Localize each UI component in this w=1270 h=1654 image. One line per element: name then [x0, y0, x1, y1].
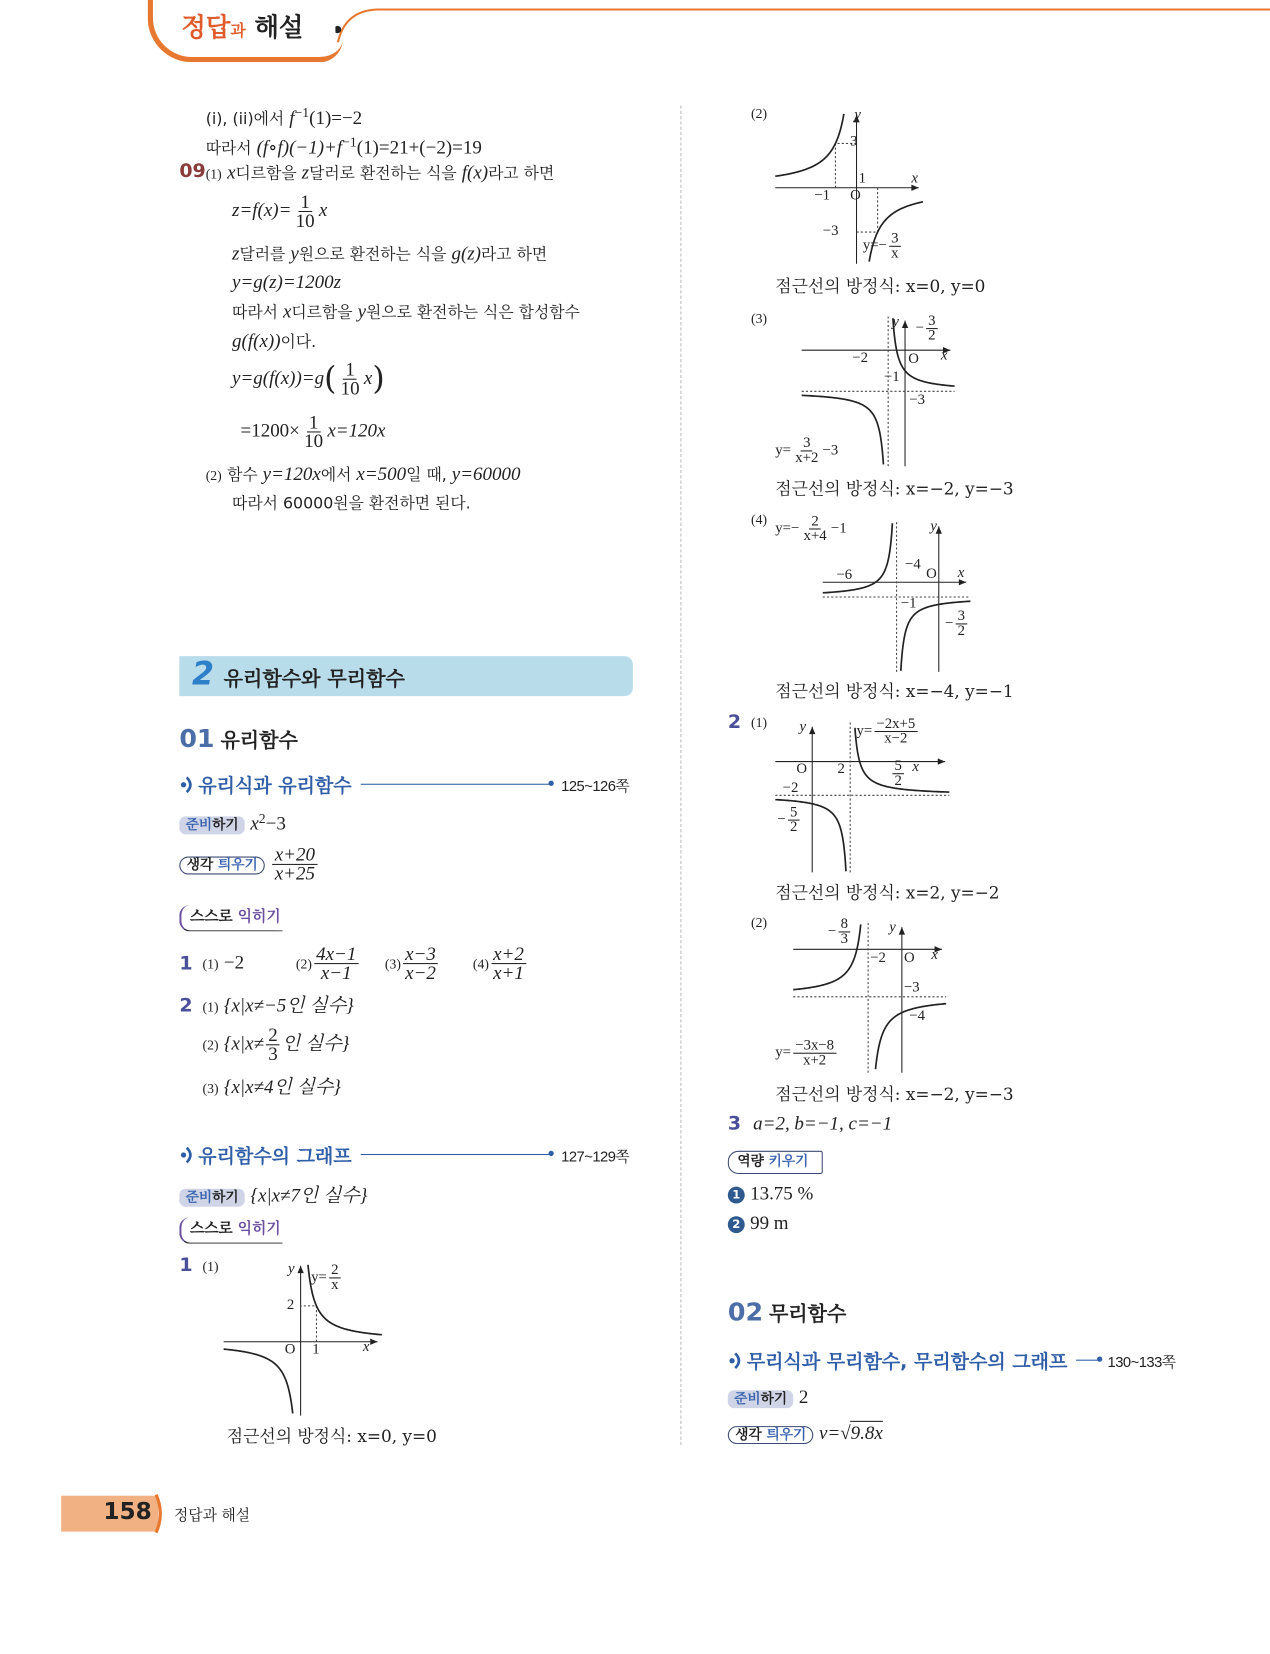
- equation: z=f(x)= $\frac{1}{10}$ x: [232, 190, 328, 232]
- x-axis-arrow-icon: [938, 758, 945, 764]
- circled-number-icon: 2: [728, 1216, 745, 1233]
- unit-heading: 01 유리함수: [179, 723, 298, 754]
- answer-row: (3) {x|x≠4인 실수}: [202, 1075, 341, 1098]
- chapter-banner: [179, 656, 633, 696]
- text-line: z달러를 y원으로 환전하는 식을 g(z)라고 하면: [232, 242, 548, 264]
- page-range: 125~126쪽: [561, 777, 630, 795]
- y-axis-arrow-icon: [809, 727, 815, 734]
- prep-row: 준비하기 2: [728, 1386, 809, 1408]
- y-axis-arrow-icon: [297, 1266, 303, 1273]
- think-badge: 생각 틔우기: [728, 1426, 814, 1444]
- capability-answer: 2 99 m: [728, 1212, 789, 1234]
- page-number: 158: [103, 1498, 152, 1526]
- problem-number: 2: [179, 994, 193, 1017]
- asymptote-answer: 점근선의 방정식: x=−2, y=−3: [775, 1084, 1014, 1105]
- think-badge: 생각 틔우기: [179, 857, 265, 875]
- asymptote-answer: 점근선의 방정식: x=2, y=−2: [775, 882, 1000, 903]
- page: 정답과 해설 (i), (ii)에서 $f^{-1}(1)=-2$ 따라서 $(f\circ f)(-1)+f^{-1}(1)=21+(-2)=19$ 09 (1) x디르함을 z달러로 환전하는 식을 f(x)라고 하면 z=f(x)= $\frac{1}{10}$ x z달러를 y원으로 환전하는 식을 g(z)라고 하면 y=g(z)=1200z 따라서 x디르함을 y원으로 환전하는 식은 합성함수 g(f(x))이다. y=g(f(x))=g( $\frac{1}{10}$ x) =1200× $\frac{1}{10}$ x=120x (2) 함수 y=120x에서 x=500일 때, y=60000 따라서 60000원을 환전하면 된다. 2 유리함수와 무리함수 01 유리함수 유리식과 유리함수 125~126쪽 준비하기 $x^2-3$ 생각 틔우기 $\frac{x+20}{x+25}$ 스스로 익히기 1 (1) −2 (2) $\frac{4x-1}{x-1}$ (3) $\frac{x-3}{x-2}$ (4) $\frac{x+2}{x+1}$ 2 (1) {x|x≠−5인 실수} (2) {x|x≠ $\frac{2}{3}$ 인 실수} (3) {x|x≠4인 실수} 유리함수의 그래프 127~129쪽 준비하기 {x|x≠7인 실수} 스스로 익히기 1 (1) y x O 2 1 y= $\frac{2}{x}$ 점근선의 방정식: x=0, y=0 (2) y x O 3 1 −1 −3 y=− $\frac{3}{x}$ 점근선의 방정식: x=0, y=0 (3) y x O −2 −1 −3 − $\frac{3}{2}$ y= $\frac{3}{x+2}$ −3 점근선의 방정식: x=−2, y=−3 (4) y=− $\frac{2}{x+4}$ −1 y x O −6 −4 −1 − $\frac{3}{2}$ 점근선의 방정식: x=−4, y=−1 2 (1) y x O 2 −2 $\frac{5}{2}$ − $\frac{5}{2}$ y= $\frac{-2x+5}{x-2}$ 점근선의 방정식: x=2, y=−2 (2) − $\frac{8}{3}$ y x O −2 −3 −4 y= $\frac{-3x-8}{x+2}$ 점근선의 방정식: x=−2, y=−3 3 a=2, b=−1, c=−1 역량 키우기 1 13.75 % 2 99 m 02 무리함수 무리식과 무리함수, 무리함수의 그래프 130~133쪽 준비하기 2 생각 틔우기 v=√9.8x 158 정답과 해설: [0, 0, 1270, 1654]
- curve-branch-1: [775, 114, 844, 176]
- asymptote-answer: 점근선의 방정식: x=0, y=0: [775, 276, 986, 297]
- column-divider: [680, 105, 681, 1445]
- capability-badge: 역량 키우기: [728, 1151, 823, 1174]
- text-line: (2) 함수 y=120x에서 x=500일 때, y=60000: [205, 463, 521, 485]
- y-axis-arrow-icon: [899, 927, 905, 934]
- text-line: 따라서 x디르함을 y원으로 환전하는 식은 합성함수: [232, 300, 580, 322]
- unit-heading: 02 무리함수: [727, 1297, 847, 1327]
- footer-label: 정답과 해설: [174, 1507, 251, 1525]
- graph-r4: [823, 522, 971, 672]
- chapter-number: 2: [191, 656, 214, 694]
- chapter-title: 유리함수와 무리함수: [223, 667, 405, 691]
- section-bullet-icon: [728, 1351, 743, 1370]
- text-line: (i), (ii)에서 $f^{-1}(1)=-2$: [205, 104, 363, 128]
- prep-row: 준비하기 {x|x≠7인 실수}: [179, 1180, 367, 1207]
- answer-row: (2) {x|x≠ $\frac{2}{3}$ 인 실수}: [202, 1024, 350, 1065]
- asymptote-answer: 점근선의 방정식: x=−2, y=−3: [775, 478, 1014, 499]
- header-title: 정답과 해설: [181, 12, 304, 43]
- section-heading: 무리식과 무리함수, 무리함수의 그래프 130~133쪽: [728, 1347, 1192, 1372]
- section-bullet-icon: [179, 1146, 194, 1165]
- problem-number: 3: [727, 1112, 742, 1135]
- text-line: 따라서 $(f\circ f)(-1)+f^{-1}(1)=21+(-2)=19$: [205, 133, 482, 158]
- section-leader-line: [1076, 1360, 1099, 1361]
- problem-number: 1: [179, 1254, 193, 1277]
- y-axis-arrow-icon: [902, 321, 908, 328]
- problem-number: 1: [179, 952, 193, 975]
- asymptote-answer: 점근선의 방정식: x=−4, y=−1: [775, 681, 1014, 702]
- text-line: 따라서 60000원을 환전하면 된다.: [232, 493, 471, 513]
- think-row: 생각 틔우기 v=√9.8x: [728, 1422, 883, 1444]
- section-heading: 유리함수의 그래프 127~129쪽: [179, 1141, 635, 1166]
- section-leader-line: [361, 1154, 551, 1155]
- self-study-badge: 스스로 익히기: [179, 1217, 282, 1243]
- problem-number: 09: [179, 160, 206, 183]
- sqrt-symbol: √: [840, 1421, 851, 1443]
- prep-badge: 준비하기: [179, 1189, 245, 1207]
- capability-answer: 1 13.75 %: [728, 1182, 814, 1204]
- prep-row: 준비하기 $x^2-3$: [179, 810, 286, 835]
- page-range: 127~129쪽: [561, 1147, 630, 1165]
- asymptote-answer: 점근선의 방정식: x=0, y=0: [226, 1426, 437, 1447]
- page-range: 130~133쪽: [1107, 1353, 1176, 1371]
- equation: y=g(f(x))=g( $\frac{1}{10}$ x): [232, 358, 385, 399]
- graph-equation-label: y= $\frac{2}{x}$: [311, 1264, 343, 1292]
- equation: =1200× $\frac{1}{10}$ x=120x: [240, 411, 386, 452]
- text-line: g(f(x))이다.: [232, 330, 317, 352]
- problem-number: 2: [727, 710, 742, 734]
- section-heading: 유리식과 유리함수 125~126쪽: [179, 771, 635, 796]
- circled-number-icon: 1: [728, 1186, 745, 1203]
- think-row: 생각 틔우기 $\frac{x+20}{x+25}$: [179, 846, 319, 883]
- self-study-badge: 스스로 익히기: [179, 905, 282, 931]
- prep-badge: 준비하기: [728, 1390, 794, 1408]
- text-line: (1) x디르함을 z달러로 환전하는 식을 f(x)라고 하면: [205, 161, 555, 183]
- answer-row: (1) −2 (2) $\frac{4x-1}{x-1}$ (3) $\frac{x-3}{x-2}$ (4) $\frac{x+2}{x+1}$: [203, 945, 529, 982]
- answer-row: (1) {x|x≠−5인 실수}: [202, 994, 354, 1016]
- footer-bracket-icon: [154, 1494, 167, 1534]
- header-rule: [335, 0, 1270, 42]
- section-bullet-icon: [179, 775, 194, 794]
- x-axis-arrow-icon: [370, 1339, 377, 1345]
- graph-y-2-over-x: [224, 1262, 382, 1416]
- guide-line: [301, 1306, 317, 1342]
- equation: y=g(z)=1200z: [232, 271, 342, 293]
- section-leader-line: [361, 784, 551, 785]
- curve-branch-1: [224, 1349, 293, 1413]
- prep-badge: 준비하기: [179, 817, 245, 835]
